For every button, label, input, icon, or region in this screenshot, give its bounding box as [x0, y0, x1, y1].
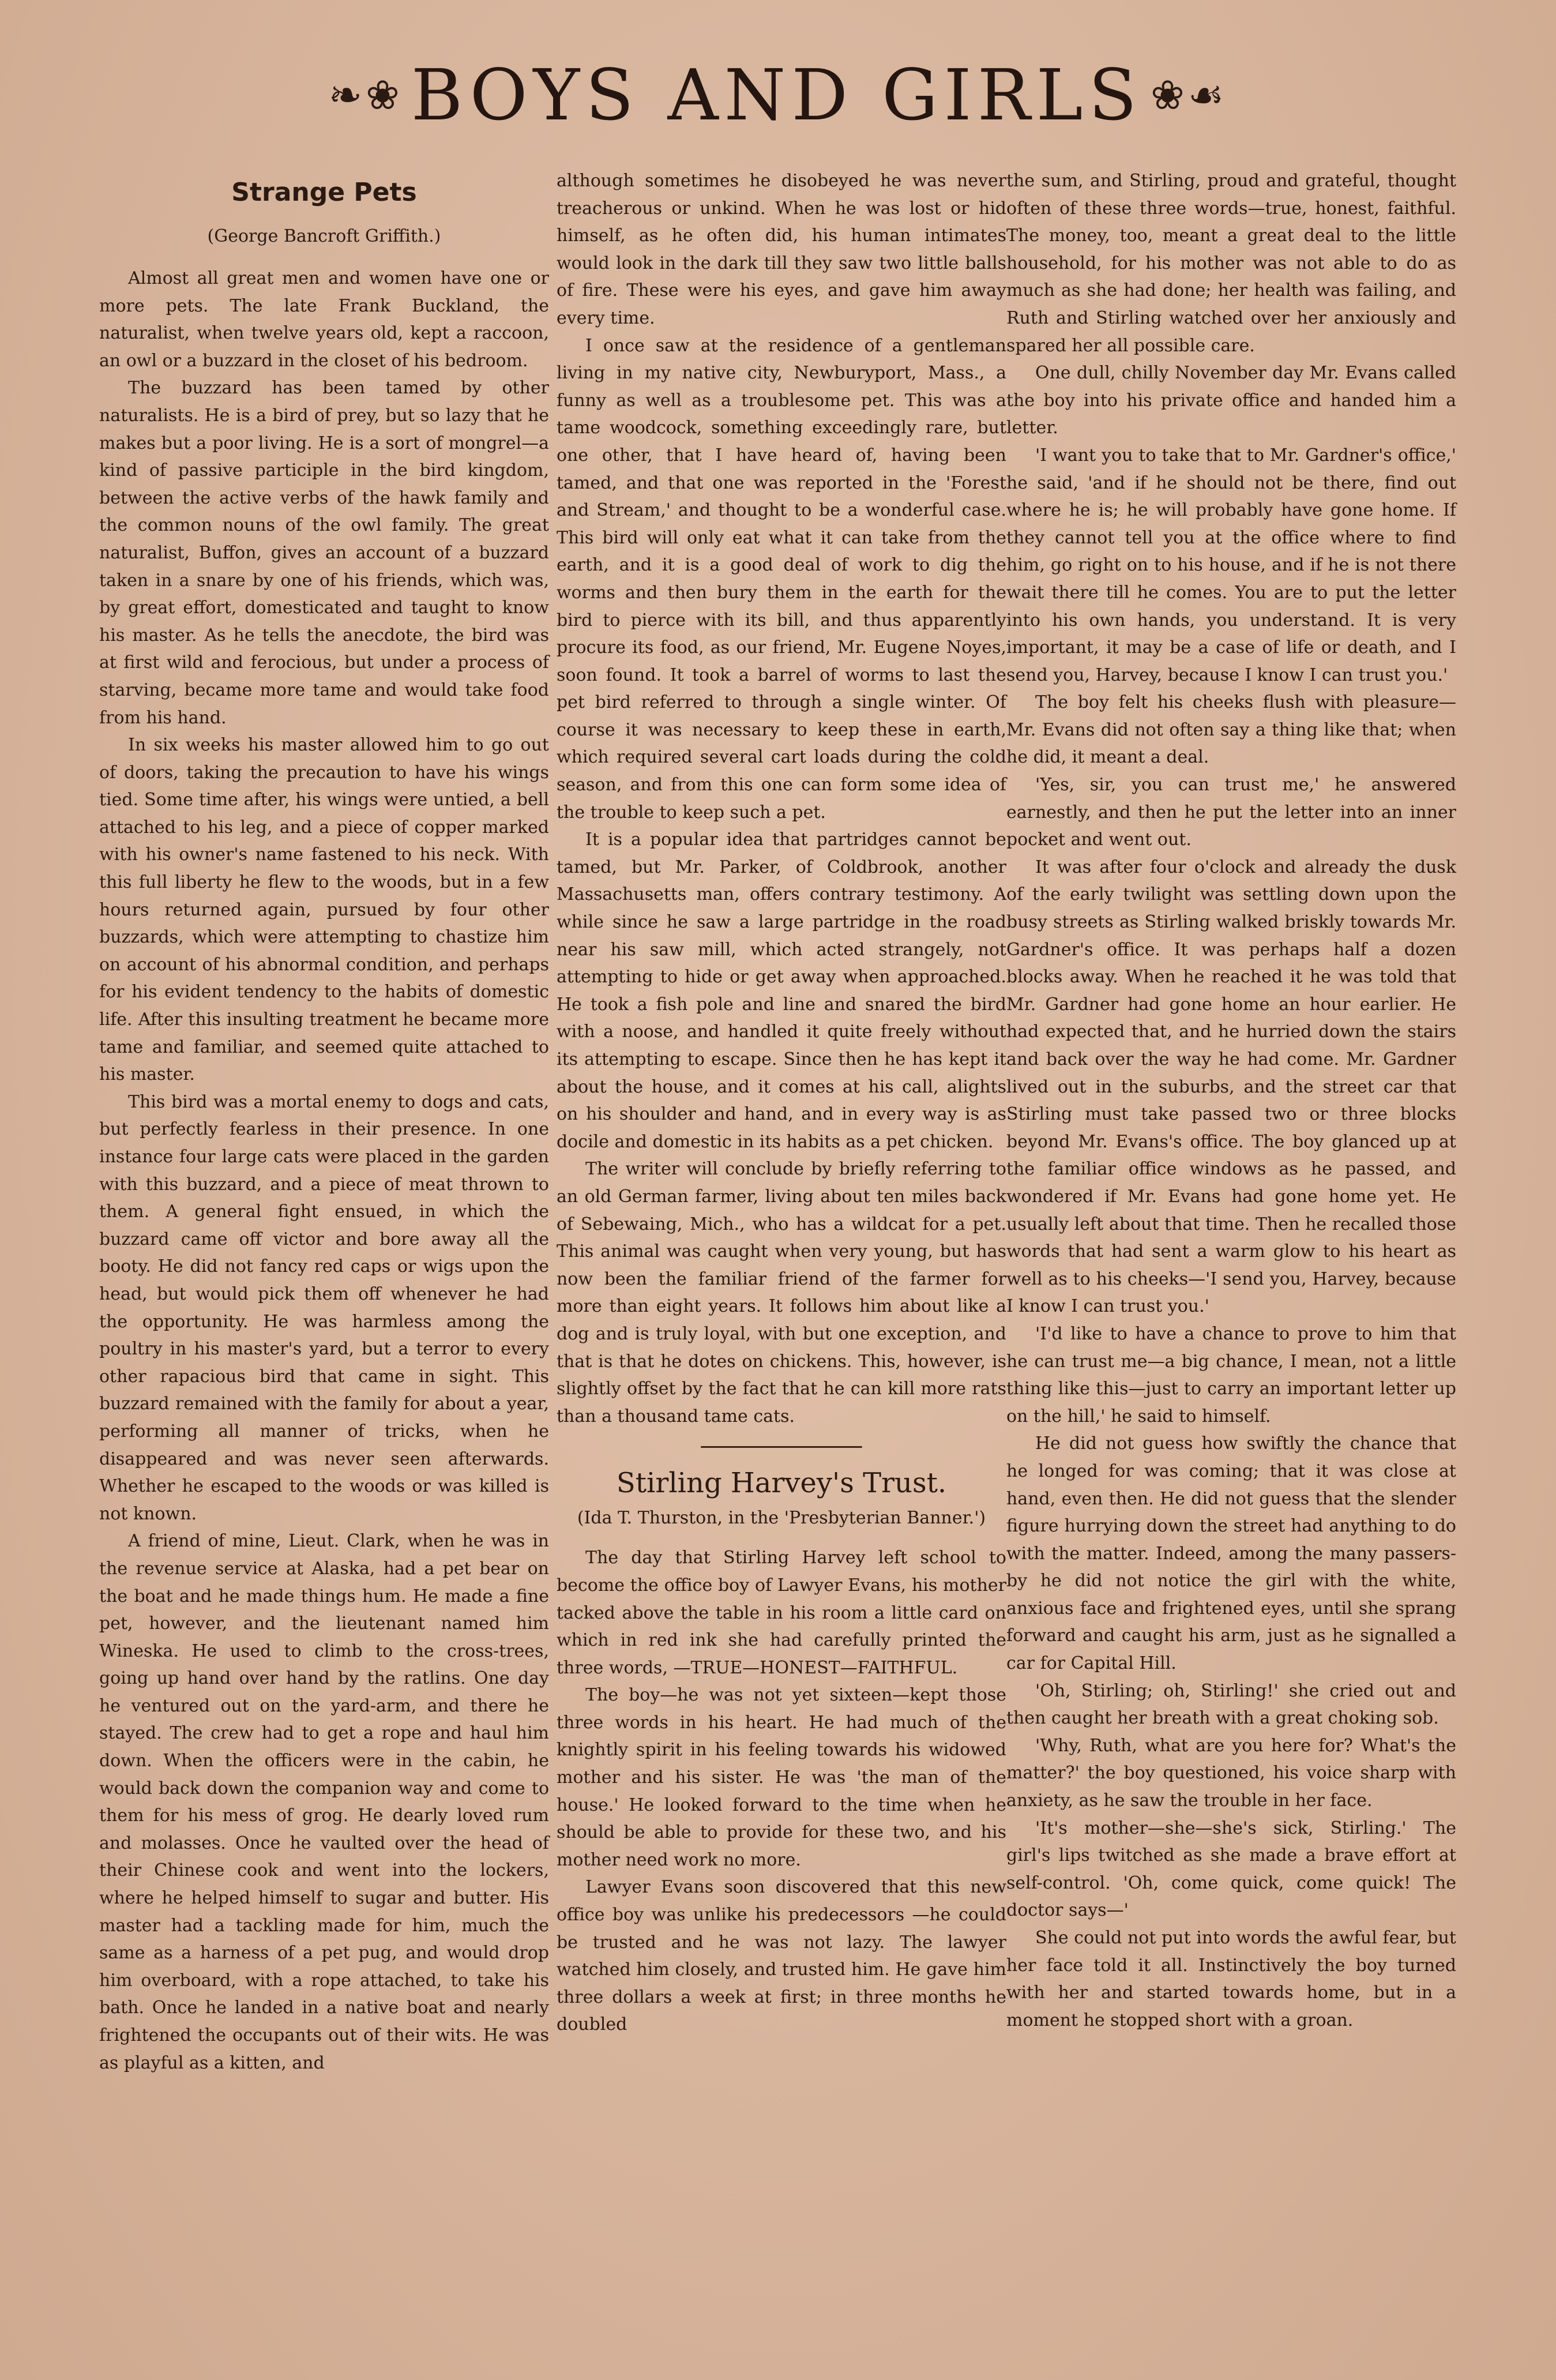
paragraph: The boy—he was not yet sixteen—kept those three words in his heart. He had much of the knightly spirit in his feeling towards his widowed mother and his sister. He was 'the man of the house.' He looked forward to the time when he should be able to provide for these two, and his mother need work no more.: [557, 1685, 1006, 1870]
paragraph: It was after four o'clock and already the dusk of the early twilight was settling down upon the busy streets as Stirling walked briskly towards Mr. Gardner's office. It was perhaps half a dozen blocks away. When he reached it he was told that Mr. Gardner had gone home an hour earlier. He had expected that, and he hurried down the stairs and back over the way he had come. Mr. Gardner lived out in the suburbs, and the street car that Stirling must take passed two or three blocks beyond Mr. Evans's office. The boy glanced up at the familiar office windows as he passed, and wondered if Mr. Evans had gone home yet. He usually left about that time. Then he recalled those words that had sent a warm glow to his heart as well as to his cheeks—'I send you, Harvey, because I know I can trust you.': [1006, 857, 1456, 1317]
paragraph: 'I want you to take that to Mr. Gardner's office,' he said, 'and if he should not be there, find out where he is; he will probably have gone home. If they cannot tell you at the office where to find him, go right on to his house, and if he is not there wait there till he comes. You are to put the letter into his own hands, you understand. It is very important, it may be a case of life or death, and I send you, Harvey, because I know I can trust you.': [1006, 445, 1456, 685]
paragraph: Almost all great men and women have one or more pets. The late Frank Buckland, the naturalist, when twelve years old, kept a raccoon, an owl or a buzzard in the closet of his bedroom.: [99, 268, 549, 371]
right-ornament-icon: ❀☙: [1151, 72, 1228, 119]
paragraph: although sometimes he disobeyed he was never treacherous or unkind. When he was lost or hid himself, as he often did, his human intimates would look in the dark till they saw two little balls of fire. These were his eyes, and gave him away every time.: [557, 171, 1006, 328]
paragraph: A friend of mine, Lieut. Clark, when he was in the revenue service at Alaska, had a pet bear on the boat and he made things hum. He made a fine pet, however, and the lieutenant named him Wineska. He used to climb to the cross-trees, going up hand over hand by the ratlins. One day he ventured out on the yard-arm, and there he stayed. The crew had to get a rope and haul him down. When the officers were in the cabin, he would back down the companion way and come to them for his mess of grog. He dearly loved rum and molasses. Once he vaulted over the head of their Chinese cook and went into the lockers, where he helped himself to sugar and butter. His master had a tackling made for him, much the same as a harness of a pet pug, and would drop him overboard, with a rope attached, to take his bath. Once he landed in a native boat and nearly frightened the occupants out of their wits. He was as playful as a kitten, and: [99, 1531, 549, 2073]
paragraph: the sum, and Stirling, proud and grateful, thought often of these three words—true, honest, faithful. The money, too, meant a great deal to the little household, for his mother was not able to do as much as she had done; her health was failing, and Ruth and Stirling watched over her anxiously and spared her all possible care.: [1006, 171, 1456, 356]
column-3: [1006, 167, 1456, 2034]
article-byline-strange-pets: (George Bancroft Griffith.): [207, 226, 441, 246]
paragraph: 'It's mother—she—she's sick, Stirling.' The girl's lips twitched as she made a brave effort at self-control. 'Oh, come quick, come quick! The doctor says—': [1006, 1818, 1456, 1921]
paragraph: The buzzard has been tamed by other naturalists. He is a bird of prey, but so lazy that he makes but a poor living. He is a sort of mongrel—a kind of passive participle in the bird kingdom, between the active verbs of the hawk family and the common nouns of the owl family. The great naturalist, Buffon, gives an account of a buzzard taken in a snare by one of his friends, which was, by great effort, domesticated and taught to know his master. As he tells the anecdote, the bird was at first wild and ferocious, but under a process of starving, became more tame and would take food from his hand.: [99, 378, 549, 728]
paragraph: She could not put into words the awful fear, but her face told it all. Instinctively the boy turned with her and started towards home, but in a moment he stopped short with a groan.: [1006, 1928, 1456, 2030]
paragraph: In six weeks his master allowed him to go out of doors, taking the precaution to have his wings tied. Some time after, his wings were untied, a bell attached to his leg, and a piece of copper marked with his owner's name fastened to his neck. With this full liberty he flew to the woods, but in a few hours returned again, pursued by four other buzzards, which were attempting to chastize him on account of his abnormal condition, and perhaps for his evident tendency to the habits of domestic life. After this insulting treatment he became more tame and familiar, and seemed quite attached to his master.: [99, 735, 549, 1085]
paragraph: 'I'd like to have a chance to prove to him that he can trust me—a big chance, I mean, not a little thing like this—just to carry an important letter up on the hill,' he said to himself.: [1006, 1323, 1456, 1427]
paragraph: 'Why, Ruth, what are you here for? What's the matter?' the boy questioned, his voice sharp with anxiety, as he saw the trouble in her face.: [1006, 1735, 1456, 1811]
masthead: [0, 52, 1556, 138]
paragraph: This bird was a mortal enemy to dogs and cats, but perfectly fearless in their presence. In one instance four large cats were placed in the garden with this buzzard, and a piece of meat thrown to them. A general fight ensued, in which the buzzard came off victor and bore away all the booty. He did not fancy red caps or wigs upon the head, but would pick them off whenever he had the opportunity. He was harmless among the poultry in his master's yard, but a terror to every other rapacious bird that came in sight. This buzzard remained with the family for about a year, performing all manner of tricks, when he disappeared and was never seen afterwards. Whether he escaped to the woods or was killed is not known.: [99, 1091, 549, 1524]
paragraph: 'Oh, Stirling; oh, Stirling!' she cried out and then caught her breath with a great choking sob.: [1006, 1680, 1456, 1729]
column-2: [557, 167, 1006, 2039]
column-1: [99, 167, 549, 2077]
section-divider: [557, 1438, 1006, 1455]
paragraph: The writer will conclude by briefly referring to an old German farmer, living about ten miles back of Sebewaing, Mich., who has a wildcat for a pet. This animal was caught when very young, but has now been the familiar friend of the farmer for more than eight years. It follows him about like a dog and is truly loyal, with but one exception, and that is that he dotes on chickens. This, however, is slightly offset by the fact that he can kill more rats than a thousand tame cats.: [557, 1159, 1006, 1427]
article-byline-stirling-harveys-trust: (Ida T. Thurston, in the 'Presbyterian Banner.'): [577, 1508, 986, 1529]
paragraph: The day that Stirling Harvey left school to become the office boy of Lawyer Evans, his mother tacked above the table in his room a little card on which in red ink she had carefully printed the three words, —TRUE—HONEST—FAITHFUL.: [557, 1548, 1006, 1678]
article-title-strange-pets: Strange Pets: [231, 178, 417, 207]
article-title-stirling-harveys-trust: Stirling Harvey's Trust.: [616, 1467, 947, 1500]
paragraph: Lawyer Evans soon discovered that this new office boy was unlike his predecessors —he could be trusted and he was not lazy. The lawyer watched him closely, and trusted him. He gave him three dollars a week at first; in three months he doubled: [557, 1877, 1006, 2035]
paragraph: He did not guess how swiftly the chance that he longed for was coming; that it was close at hand, even then. He did not guess that the slender figure hurrying down the street had anything to do with the matter. Indeed, among the many passers-by he did not notice the girl with the white, anxious face and frightened eyes, until she sprang forward and caught his arm, just as he signalled a car for Capital Hill.: [1006, 1433, 1456, 1674]
page-title: BOYS AND GIRLS: [411, 54, 1143, 136]
paragraph: The boy felt his cheeks flush with pleasure—Mr. Evans did not often say a thing like that; when he did, it meant a deal.: [1006, 692, 1456, 768]
paragraph: 'Yes, sir, you can trust me,' he answered earnestly, and then he put the letter into an inner pocket and went out.: [1006, 775, 1456, 850]
left-ornament-icon: ❧❀: [328, 72, 403, 119]
paragraph: I once saw at the residence of a gentleman living in my native city, Newburyport, Mass., a funny as well as a troublesome pet. This was a tame woodcock, something exceedingly rare, but one other, that I have heard of, having been tamed, and that one was reported in the 'Forest and Stream,' and thought to be a wonderful case. This bird will only eat what it can take from the earth, and it is a good deal of work to dig the worms and then bury them in the earth for the bird to pierce with its bill, and thus apparently procure its food, as our friend, Mr. Eugene Noyes, soon found. It took a barrel of worms to last the pet bird referred to through a single winter. Of course it was necessary to keep these in earth, which required several cart loads during the cold season, and from this one can form some idea of the trouble to keep such a pet.: [557, 335, 1006, 823]
paragraph: One dull, chilly November day Mr. Evans called the boy into his private office and handed him a letter.: [1006, 363, 1456, 438]
paragraph: It is a popular idea that partridges cannot be tamed, but Mr. Parker, of Coldbrook, another Massachusetts man, offers contrary testimony. A while since he saw a large partridge in the road near his saw mill, which acted strangely, not attempting to hide or get away when approached. He took a fish pole and line and snared the bird with a noose, and handled it quite freely without its attempting to escape. Since then he has kept it about the house, and it comes at his call, alights on his shoulder and hand, and in every way is as docile and domestic in its habits as a pet chicken.: [557, 829, 1006, 1152]
